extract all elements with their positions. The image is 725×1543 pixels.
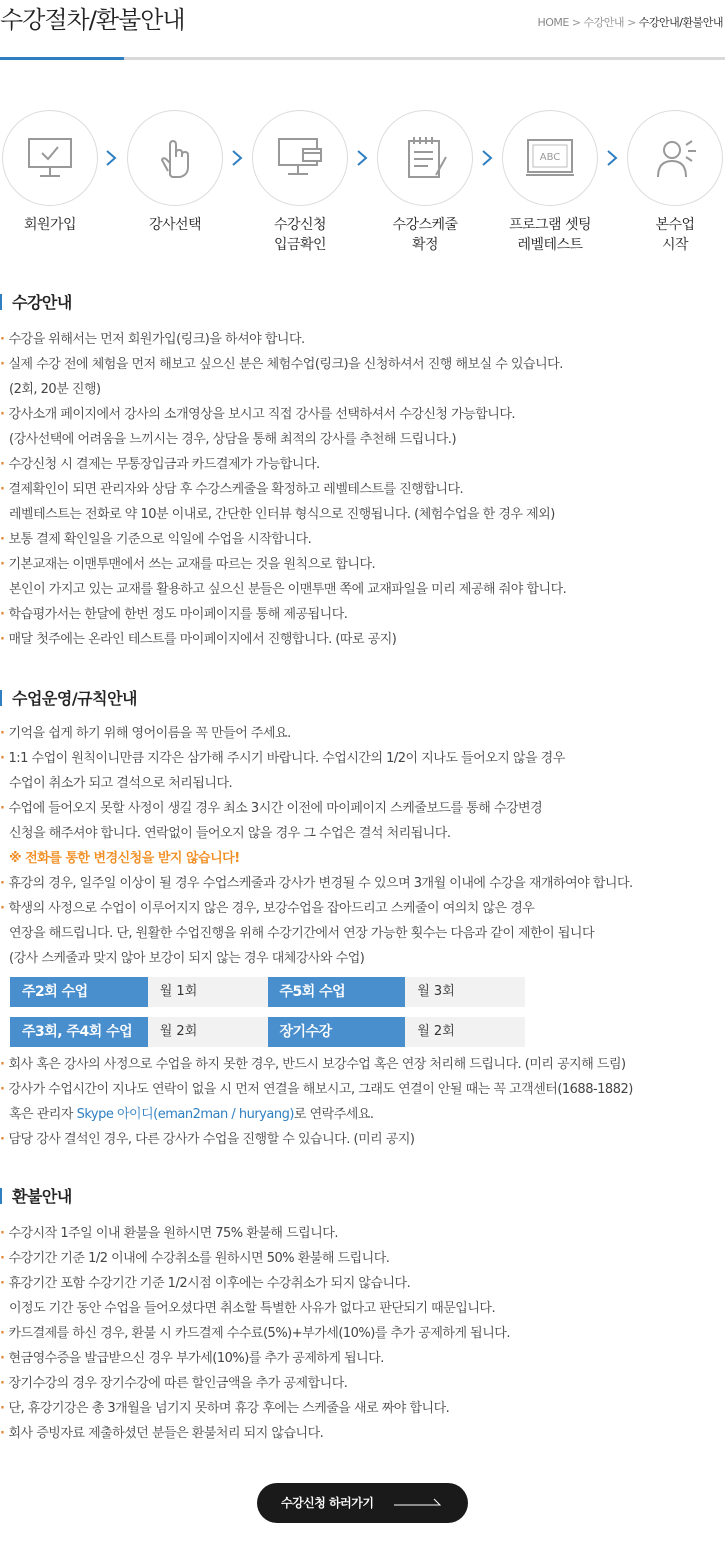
process-steps	[0, 110, 725, 260]
table-header-cell: 주2회 수업	[10, 977, 148, 1007]
table-header-cell: 주5회 수업	[268, 977, 406, 1007]
chevron-right-icon: >	[627, 16, 636, 29]
monitor-check-icon	[25, 135, 75, 181]
list-item: · 휴강기간 포함 수강기간 기준 1/2시점 이후에는 수강취소가 되지 않습니다.	[0, 1271, 725, 1296]
list-item: 이정도 기간 동안 수업을 들어오셨다면 취소할 특별한 사유가 없다고 판단되기 때문입니다.	[9, 1301, 496, 1316]
page-title: 수강절차/환불안내	[0, 6, 185, 34]
header-divider-accent	[0, 57, 124, 60]
list-item: · 현금영수증을 발급받으신 경우 부가세(10%)를 추가 공제하게 됩니다.	[0, 1346, 725, 1371]
step-program-level-test	[500, 110, 600, 255]
list-item: · 강사가 수업시간이 지나도 연락이 없을 시 먼저 연결을 해보시고, 그래도 연결이 안될 때는 꼭 고객센터(1688-1882)	[0, 1077, 725, 1102]
list-item: · 수강기간 기준 1/2 이내에 수강취소를 원하시면 50% 환불해 드립니다.	[0, 1246, 725, 1271]
abc-board-icon	[525, 135, 575, 181]
section-title-refund: 환불안내	[0, 1187, 72, 1207]
list-item: · 보통 결제 확인일을 기준으로 익일에 수업을 시작합니다.	[0, 527, 725, 552]
step-class-start	[625, 110, 725, 255]
skype-link[interactable]: Skype 아이디(eman2man / huryang)	[76, 1107, 294, 1122]
guide-list	[0, 327, 725, 652]
list-item: · 1:1 수업이 원칙이니만큼 지각은 삼가해 주시기 바랍니다. 수업시간의 1/2이 지나도 들어오지 않을 경우	[0, 746, 725, 771]
step-circle	[2, 110, 98, 206]
list-item: · 결제확인이 되면 관리자와 상담 후 수강스케줄을 확정하고 레벨테스트를 진행합니다.	[0, 477, 725, 502]
go-apply-label: 수강신청 하러가기	[281, 1496, 374, 1510]
list-item: · 학생의 사정으로 수업이 이루어지지 않은 경우, 보강수업을 잡아드리고 스케줄이 여의치 않은 경우	[0, 896, 725, 921]
list-item: · 수강신청 시 결제는 무통장입금과 카드결제가 가능합니다.	[0, 452, 725, 477]
long-arrow-right-icon	[394, 1497, 442, 1507]
breadcrumb	[537, 14, 723, 30]
list-item: 혹은 관리자 Skype 아이디(eman2man / huryang)로 연락주세요.	[9, 1107, 374, 1122]
rules-list	[0, 721, 725, 971]
step-circle	[502, 110, 598, 206]
step-choose-teacher	[125, 110, 225, 235]
list-item: (강사선택에 어려움을 느끼시는 경우, 상담을 통해 최적의 강사를 추천해 드립니다.)	[9, 432, 457, 447]
extension-limit-table	[10, 977, 525, 1057]
list-item: (강사 스케줄과 맞지 않아 보강이 되지 않는 경우 대체강사와 수업)	[9, 951, 365, 966]
breadcrumb-home[interactable]: HOME	[537, 16, 569, 29]
step-circle	[377, 110, 473, 206]
step-circle	[252, 110, 348, 206]
hand-pointer-icon	[150, 135, 200, 181]
chevron-right-icon	[104, 150, 118, 166]
go-apply-button[interactable]	[257, 1483, 468, 1523]
step-label: 회원가입	[23, 217, 77, 233]
svg-text:ABC: ABC	[539, 152, 561, 163]
list-item: · 회사 혹은 강사의 사정으로 수업을 하지 못한 경우, 반드시 보강수업 혹은 연장 처리해 드립니다. (미리 공지해 드림)	[0, 1052, 725, 1077]
list-item: 신청을 해주셔야 합니다. 연락없이 들어오지 않을 경우 그 수업은 결석 처리됩니다.	[9, 826, 451, 841]
list-item: (2회, 20분 진행)	[9, 382, 101, 397]
chevron-right-icon	[480, 150, 494, 166]
list-item: · 매달 첫주에는 온라인 테스트를 마이페이지에서 진행합니다. (따로 공지)	[0, 627, 725, 652]
step-label: 강사선택	[148, 217, 202, 233]
speaking-person-icon	[650, 135, 700, 181]
rules-list-after	[0, 1052, 725, 1152]
step-apply-payment	[250, 110, 350, 255]
table-cell: 월 3회	[405, 977, 525, 1007]
step-label: 프로그램 셋팅 레벨테스트	[508, 217, 592, 253]
list-item: 본인이 가지고 있는 교재를 활용하고 싶으신 분들은 이맨투맨 쪽에 교재파일을 미리 제공해 줘야 합니다.	[9, 582, 567, 597]
calendar-notepad-icon	[400, 135, 450, 181]
list-item: 수업이 취소가 되고 결석으로 처리됩니다.	[9, 776, 233, 791]
chevron-right-icon: >	[571, 16, 581, 29]
list-item: · 학습평가서는 한달에 한번 정도 마이페이지를 통해 제공됩니다.	[0, 602, 725, 627]
list-item: · 단, 휴강기강은 총 3개월을 넘기지 못하며 휴강 후에는 스케줄을 새로 짜야 합니다.	[0, 1396, 725, 1421]
refund-list	[0, 1221, 725, 1446]
step-label: 수강신청 입금확인	[273, 217, 327, 253]
table-cell: 월 2회	[405, 1017, 525, 1047]
step-label: 본수업 시작	[655, 217, 695, 253]
step-circle	[127, 110, 223, 206]
list-item: · 수업에 들어오지 못할 사정이 생길 경우 최소 3시간 이전에 마이페이지 스케줄보드를 통해 수강변경	[0, 796, 725, 821]
list-item: 연장을 해드립니다. 단, 원활한 수업진행을 위해 수강기간에서 연장 가능한 횟수는 다음과 같이 제한이 됩니다	[9, 926, 595, 941]
chevron-right-icon	[605, 150, 619, 166]
list-item: · 카드결제를 하신 경우, 환불 시 카드결제 수수료(5%)+부가세(10%)를 추가 공제하게 됩니다.	[0, 1321, 725, 1346]
list-item: 레벨테스트는 전화로 약 10분 이내로, 간단한 인터뷰 형식으로 진행됩니다. (체험수업을 한 경우 제외)	[9, 507, 555, 522]
list-item: · 담당 강사 결석인 경우, 다른 강사가 수업을 진행할 수 있습니다. (미리 공지)	[0, 1127, 725, 1152]
list-item: · 회사 증빙자료 제출하셨던 분들은 환불처리 되지 않습니다.	[0, 1421, 725, 1446]
list-item: · 기본교재는 이맨투맨에서 쓰는 교재를 따르는 것을 원칙으로 합니다.	[0, 552, 725, 577]
list-item: · 수강시작 1주일 이내 환불을 원하시면 75% 환불해 드립니다.	[0, 1221, 725, 1246]
table-header-cell: 장기수강	[268, 1017, 406, 1047]
list-item: · 장기수강의 경우 장기수강에 따른 할인금액을 추가 공제합니다.	[0, 1371, 725, 1396]
table-row	[10, 1017, 525, 1047]
table-cell: 월 1회	[148, 977, 268, 1007]
monitor-payment-icon	[275, 135, 325, 181]
breadcrumb-item[interactable]: 수강안내	[583, 16, 625, 29]
table-row	[10, 977, 525, 1007]
warning-notice: ※ 전화를 통한 변경신청을 받지 않습니다!	[9, 851, 240, 866]
list-item: · 수강을 위해서는 먼저 회원가입(링크)을 하셔야 합니다.	[0, 327, 725, 352]
list-item: · 실제 수강 전에 체험을 먼저 해보고 싶으신 분은 체험수업(링크)을 신청하셔서 진행 해보실 수 있습니다.	[0, 352, 725, 377]
breadcrumb-current: 수강안내/환불안내	[638, 16, 723, 29]
list-item: · 기억을 쉽게 하기 위해 영어이름을 꼭 만들어 주세요.	[0, 721, 725, 746]
table-cell: 월 2회	[148, 1017, 268, 1047]
step-schedule-confirm	[375, 110, 475, 255]
step-label: 수강스케줄 확정	[392, 217, 458, 253]
section-title-rules: 수업운영/규칙안내	[0, 689, 137, 709]
chevron-right-icon	[230, 150, 244, 166]
list-item: · 휴강의 경우, 일주일 이상이 될 경우 수업스케줄과 강사가 변경될 수 있으며 3개월 이내에 수강을 재개하여야 합니다.	[0, 871, 725, 896]
table-header-cell: 주3회, 주4회 수업	[10, 1017, 148, 1047]
step-signup	[0, 110, 100, 235]
chevron-right-icon	[355, 150, 369, 166]
page-header	[0, 0, 725, 60]
section-title-guide: 수강안내	[0, 293, 72, 313]
list-item: · 강사소개 페이지에서 강사의 소개영상을 보시고 직접 강사를 선택하셔서 수강신청 가능합니다.	[0, 402, 725, 427]
step-circle	[627, 110, 723, 206]
